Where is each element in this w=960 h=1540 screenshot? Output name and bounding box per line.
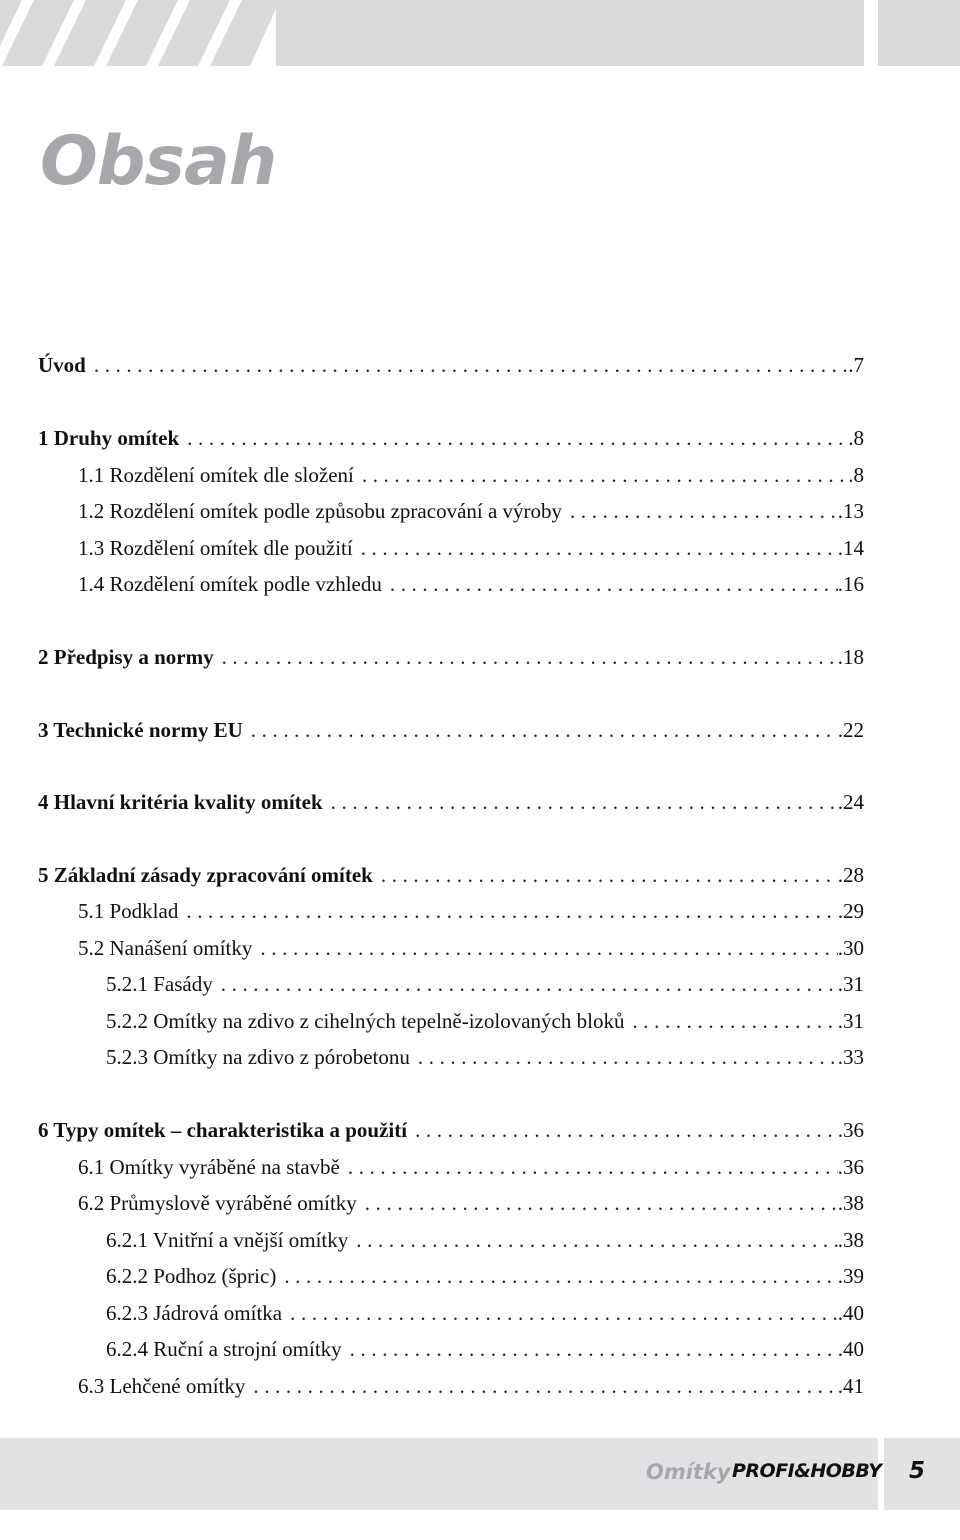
toc-entry-label: 5.2.1 Fasády [106, 972, 213, 996]
toc-entry [78, 1373, 864, 1399]
toc-entry-label: 1.4 Rozdělení omítek podle vzhledu [78, 572, 382, 596]
toc-entry-label: 1.1 Rozdělení omítek dle složení [78, 463, 354, 487]
toc-entry-label: 6.3 Lehčené omítky [78, 1374, 246, 1398]
toc-entry-page: .28 [837, 863, 864, 887]
diagonal-stripes-graphic [0, 0, 280, 66]
toc-entry-label: Úvod [38, 353, 86, 377]
toc-entry-page: .33 [837, 1045, 864, 1069]
toc-entry-page: .36 [837, 1155, 864, 1179]
toc-leader-dots [365, 1190, 838, 1216]
toc-entry-label: 1.3 Rozdělení omítek dle použití [78, 536, 353, 560]
page-title: Obsah [40, 122, 277, 201]
toc-entry-page: .39 [837, 1264, 864, 1288]
toc-entry-page: .8 [848, 426, 864, 450]
toc-entry-label: 5.1 Podklad [78, 899, 179, 923]
toc-entry-page: .13 [837, 499, 864, 523]
toc-entry-label: 6.1 Omítky vyráběné na stavbě [78, 1155, 340, 1179]
toc-entry-page: .24 [837, 790, 864, 814]
toc-entry-label: 3 Technické normy EU [38, 718, 243, 742]
toc-entry [78, 571, 864, 597]
toc-entry [78, 535, 864, 561]
toc-leader-dots [94, 352, 848, 378]
toc-entry-label: 6.2.3 Jádrová omítka [106, 1301, 283, 1325]
toc-entry-label: 4 Hlavní kritéria kvality omítek [38, 790, 323, 814]
toc-entry [106, 1263, 864, 1289]
toc-entry-page: .18 [837, 645, 864, 669]
toc-entry-page: .22 [837, 718, 864, 742]
toc-entry [106, 971, 864, 997]
toc-leader-dots [348, 1154, 838, 1180]
toc-leader-dots [361, 535, 838, 561]
footer-section-name: Omítky [646, 1460, 731, 1484]
toc-entry-page: .16 [837, 572, 864, 596]
footer-brand-logo: PROFI&HOBBY [732, 1460, 882, 1482]
toc-entry-label: 1 Druhy omítek [38, 426, 180, 450]
toc-entry-page: .31 [837, 972, 864, 996]
toc-entry-label: 2 Předpisy a normy [38, 645, 214, 669]
toc-entry-page: .38 [837, 1228, 864, 1252]
toc-entry [106, 1227, 864, 1253]
toc-leader-dots [186, 898, 837, 924]
toc-leader-dots [251, 717, 838, 743]
toc-leader-dots [418, 1044, 838, 1070]
top-band-solid [276, 0, 864, 66]
toc-entry [106, 1300, 864, 1326]
toc-entry [78, 1154, 864, 1180]
toc-leader-dots [356, 1227, 837, 1253]
toc-entry-page: .30 [837, 936, 864, 960]
toc-leader-dots [415, 1117, 838, 1143]
toc-leader-dots [260, 935, 837, 961]
toc-entry-label: 6.2.2 Podhoz (špric) [106, 1264, 277, 1288]
toc-entry-label: 5.2.2 Omítky na zdivo z cihelných tepelně-izolovaných bloků [106, 1009, 625, 1033]
toc-entry-page: .7 [848, 353, 864, 377]
toc-entry-label: 6.2.4 Ruční a strojní omítky [106, 1337, 342, 1361]
toc-leader-dots [570, 498, 838, 524]
toc-entry-page: .29 [837, 899, 864, 923]
toc-entry-label: 6.2 Průmyslově vyráběné omítky [78, 1191, 357, 1215]
toc-entry-page: .38 [837, 1191, 864, 1215]
toc-entry [38, 1117, 864, 1143]
toc-entry [78, 462, 864, 488]
toc-entry-page: .14 [837, 536, 864, 560]
top-band-stripes [0, 0, 280, 66]
toc-entry [38, 789, 864, 815]
toc-entry-page: .36 [837, 1118, 864, 1142]
toc-entry [38, 717, 864, 743]
toc-entry [38, 862, 864, 888]
toc-entry-label: 5.2 Nanášení omítky [78, 936, 253, 960]
toc-entry [106, 1044, 864, 1070]
toc-entry-label: 5.2.3 Omítky na zdivo z pórobetonu [106, 1045, 410, 1069]
toc-leader-dots [290, 1300, 838, 1326]
toc-leader-dots [632, 1008, 837, 1034]
toc-leader-dots [284, 1263, 837, 1289]
toc-leader-dots [381, 862, 838, 888]
toc-entry [38, 644, 864, 670]
toc-leader-dots [390, 571, 838, 597]
toc-entry [78, 898, 864, 924]
toc-entry-label: 6.2.1 Vnitřní a vnější omítky [106, 1228, 349, 1252]
toc-entry-page: .41 [837, 1374, 864, 1398]
toc-entry-page: .31 [837, 1009, 864, 1033]
toc-entry [78, 498, 864, 524]
toc-entry [106, 1008, 864, 1034]
top-band-right-block [878, 0, 960, 66]
toc-entry-page: .40 [837, 1337, 864, 1361]
toc-leader-dots [253, 1373, 837, 1399]
toc-entry [38, 352, 864, 378]
top-decorative-band [0, 0, 960, 66]
toc-leader-dots [362, 462, 848, 488]
toc-entry-label: 6 Typy omítek – charakteristika a použití [38, 1118, 408, 1142]
toc-leader-dots [331, 789, 838, 815]
toc-entry [38, 425, 864, 451]
toc-entry-label: 1.2 Rozdělení omítek podle způsobu zpracování a výroby [78, 499, 563, 523]
toc-leader-dots [187, 425, 848, 451]
toc-leader-dots [222, 644, 838, 670]
toc-entry [78, 935, 864, 961]
toc-leader-dots [221, 971, 838, 997]
footer-page-number: 5 [909, 1458, 926, 1484]
toc-entry-page: .40 [837, 1301, 864, 1325]
toc-entry-label: 5 Základní zásady zpracování omítek [38, 863, 373, 887]
toc-entry [78, 1190, 864, 1216]
toc-leader-dots [350, 1336, 838, 1362]
toc-entry [106, 1336, 864, 1362]
page-footer [0, 1438, 960, 1510]
toc-entry-page: .8 [848, 463, 864, 487]
